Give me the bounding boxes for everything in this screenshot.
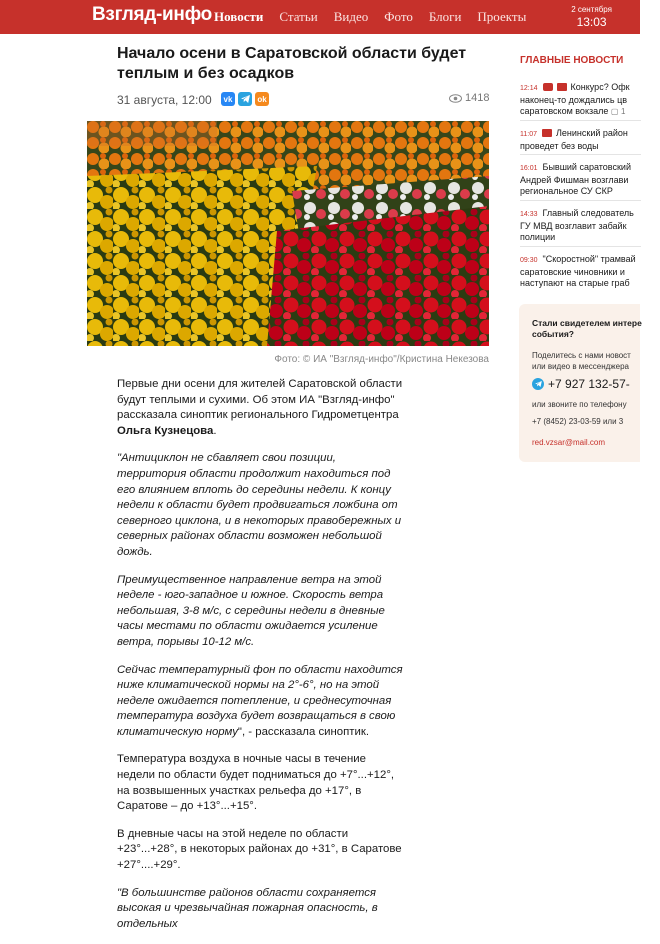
quote-paragraph-3: Сейчас температурный фон по области находится ниже климатической нормы на 2°-6°, но на этой неделе ожидается потепление, и среднесуточная температура воздуха будет возвращаться в свою климатическую норму", - рассказала синоптик. <box>117 663 403 738</box>
header-clock <box>571 5 612 29</box>
telegram-icon[interactable] <box>238 92 252 106</box>
nav-photo[interactable]: Фото <box>384 9 413 24</box>
telegram-icon <box>532 378 544 390</box>
divider <box>520 200 641 201</box>
photo-caption: Фото: © ИА "Взгляд-инфо"/Кристина Некезова <box>274 354 489 365</box>
witness-call-text: или звоните по телефону <box>532 400 627 409</box>
quote-paragraph-6: "В большинстве районов области сохраняется высокая и чрезвычайная пожарная опасность, в отдельных <box>117 886 378 930</box>
odnoklassniki-icon[interactable]: ok <box>255 92 269 106</box>
news-item[interactable]: 11:07 Ленинский район проведет без воды <box>520 128 628 151</box>
video-icon <box>543 83 553 91</box>
views-count: 1418 <box>465 92 490 104</box>
site-logo[interactable]: Взгляд-инфо <box>92 4 212 25</box>
divider <box>520 120 641 121</box>
lead-paragraph: Первые дни осени для жителей Саратовской области будут теплыми и сухими. Об этом ИА "Взгляд-инфо" рассказала синоптик регионального Гидрометцентра Ольга Кузнецова. <box>117 378 403 437</box>
nav-video[interactable]: Видео <box>333 9 369 24</box>
main-nav <box>214 9 542 25</box>
quote-paragraph-2: Преимущественное направление ветра на этой неделе - юго-западное и южное. Скорость ветра небольшая, 3-8 м/с, с середины недели в дневные часы местами по области ожидается усиление ветра, порывы 10-12 м/с. <box>117 573 385 648</box>
vk-icon[interactable]: vk <box>221 92 235 106</box>
eye-icon <box>449 94 462 103</box>
header-date: 2 сентября <box>571 5 612 14</box>
flowers-image <box>87 121 489 346</box>
nav-articles[interactable]: Статьи <box>279 9 318 24</box>
nav-blogs[interactable]: Блоги <box>428 9 462 24</box>
comment-icon: ▢ <box>610 107 619 116</box>
views-counter <box>449 92 489 104</box>
camera-icon <box>542 129 552 137</box>
witness-email[interactable]: red.vzsar@mail.com <box>532 438 606 447</box>
paragraph-5: В дневные часы на этой неделе по области +23°...+28°, в некоторых районах до +31°, в Саратове +27°....+29°. <box>117 827 402 872</box>
article-body <box>117 377 405 944</box>
witness-phone-2[interactable]: +7 (8452) 23-03-59 или 3 <box>532 417 624 426</box>
header-time: 13:03 <box>576 15 607 29</box>
witness-phone[interactable]: +7 927 132-57- <box>532 377 640 391</box>
news-item[interactable]: 09:30 "Скоростной" трамвай саратовские чиновники и наступают на старые граб <box>520 254 636 288</box>
top-news-title: ГЛАВНЫЕ НОВОСТИ <box>520 55 624 66</box>
witness-heading: Стали свидетелем интере события? <box>532 318 642 339</box>
share-buttons <box>221 92 269 106</box>
nav-projects[interactable]: Проекты <box>477 9 527 24</box>
nav-news[interactable]: Новости <box>214 9 264 24</box>
witness-box <box>519 304 640 462</box>
article-title: Начало осени в Саратовской области будет теплым и без осадков <box>117 45 467 82</box>
news-item[interactable]: 14:33 Главный следователь ГУ МВД возглавит забайк полиции <box>520 208 634 242</box>
paragraph-4: Температура воздуха в ночные часы в течение недели по области будет подниматься до +7°...+12°, на возвышенных участках рельефа до +17°, в Саратове – до +13°...+15°. <box>117 753 395 813</box>
news-item[interactable]: 12:14 Конкурс? Офк наконец-то дождались цв саратовском вокзале ▢ 1 <box>520 82 630 116</box>
quote-paragraph-1: "Антициклон не сбавляет свои позиции, территория области продолжит находиться под его влиянием вплоть до середины недели. К концу недели к области будет продвигаться ложбина от северного циклона, и в некоторых правобережных и северных районах области возможен небольшой дождь. <box>117 452 402 558</box>
news-item[interactable]: 16:01 Бывший саратовский Андрей Фишман возглави региональное СУ СКР <box>520 162 631 196</box>
divider <box>520 154 641 155</box>
article-date: 31 августа, 12:00 <box>117 93 212 107</box>
camera-icon <box>557 83 567 91</box>
source-name[interactable]: Ольга Кузнецова <box>117 424 214 437</box>
site-header <box>0 0 640 34</box>
witness-text: Поделитесь с нами новост или видео в мессенджера <box>532 351 631 371</box>
divider <box>520 246 641 247</box>
article-photo[interactable] <box>87 121 489 346</box>
